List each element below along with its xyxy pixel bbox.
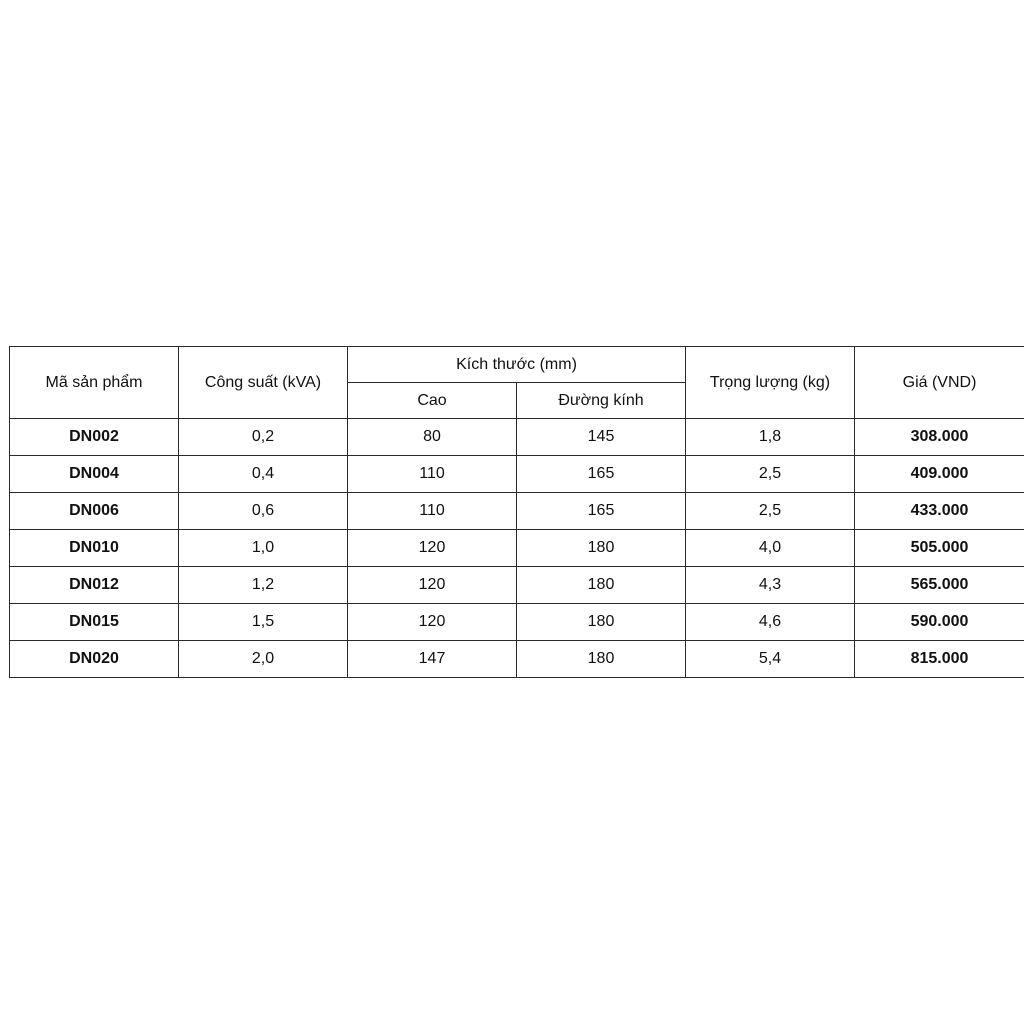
product-table (9, 346, 1024, 678)
cell-power: 0,4 (179, 456, 348, 493)
cell-weight: 2,5 (686, 456, 855, 493)
cell-price: 409.000 (855, 456, 1024, 493)
cell-diameter: 180 (517, 567, 686, 604)
cell-weight: 2,5 (686, 493, 855, 530)
cell-power: 0,2 (179, 419, 348, 456)
cell-weight: 5,4 (686, 641, 855, 678)
cell-diameter: 180 (517, 641, 686, 678)
cell-height: 110 (348, 456, 517, 493)
cell-code: DN020 (10, 641, 179, 678)
header-height: Cao (348, 383, 517, 419)
cell-diameter: 145 (517, 419, 686, 456)
cell-diameter: 180 (517, 530, 686, 567)
header-weight: Trọng lượng (kg) (686, 347, 855, 419)
cell-code: DN004 (10, 456, 179, 493)
table-row (10, 567, 1024, 604)
cell-price: 308.000 (855, 419, 1024, 456)
product-spec-sheet (9, 346, 1024, 678)
table-row (10, 456, 1024, 493)
header-power: Công suất (kVA) (179, 347, 348, 419)
cell-code: DN006 (10, 493, 179, 530)
cell-power: 2,0 (179, 641, 348, 678)
header-diameter: Đường kính (517, 383, 686, 419)
cell-diameter: 165 (517, 456, 686, 493)
cell-height: 120 (348, 567, 517, 604)
cell-height: 147 (348, 641, 517, 678)
cell-weight: 4,6 (686, 604, 855, 641)
cell-code: DN015 (10, 604, 179, 641)
cell-power: 1,5 (179, 604, 348, 641)
cell-height: 110 (348, 493, 517, 530)
cell-price: 565.000 (855, 567, 1024, 604)
header-size: Kích thước (mm) (348, 347, 686, 383)
table-body (10, 419, 1024, 678)
cell-price: 505.000 (855, 530, 1024, 567)
cell-code: DN002 (10, 419, 179, 456)
cell-weight: 1,8 (686, 419, 855, 456)
cell-height: 120 (348, 604, 517, 641)
cell-power: 0,6 (179, 493, 348, 530)
table-row (10, 641, 1024, 678)
header-price: Giá (VND) (855, 347, 1024, 419)
cell-diameter: 180 (517, 604, 686, 641)
header-code: Mã sản phẩm (10, 347, 179, 419)
cell-weight: 4,3 (686, 567, 855, 604)
table-row (10, 604, 1024, 641)
cell-power: 1,0 (179, 530, 348, 567)
table-row (10, 530, 1024, 567)
cell-power: 1,2 (179, 567, 348, 604)
cell-price: 433.000 (855, 493, 1024, 530)
cell-height: 120 (348, 530, 517, 567)
table-header (10, 347, 1024, 419)
table-row (10, 419, 1024, 456)
cell-weight: 4,0 (686, 530, 855, 567)
cell-height: 80 (348, 419, 517, 456)
header-row-1 (10, 347, 1024, 383)
cell-code: DN012 (10, 567, 179, 604)
cell-diameter: 165 (517, 493, 686, 530)
cell-code: DN010 (10, 530, 179, 567)
cell-price: 815.000 (855, 641, 1024, 678)
cell-price: 590.000 (855, 604, 1024, 641)
table-row (10, 493, 1024, 530)
